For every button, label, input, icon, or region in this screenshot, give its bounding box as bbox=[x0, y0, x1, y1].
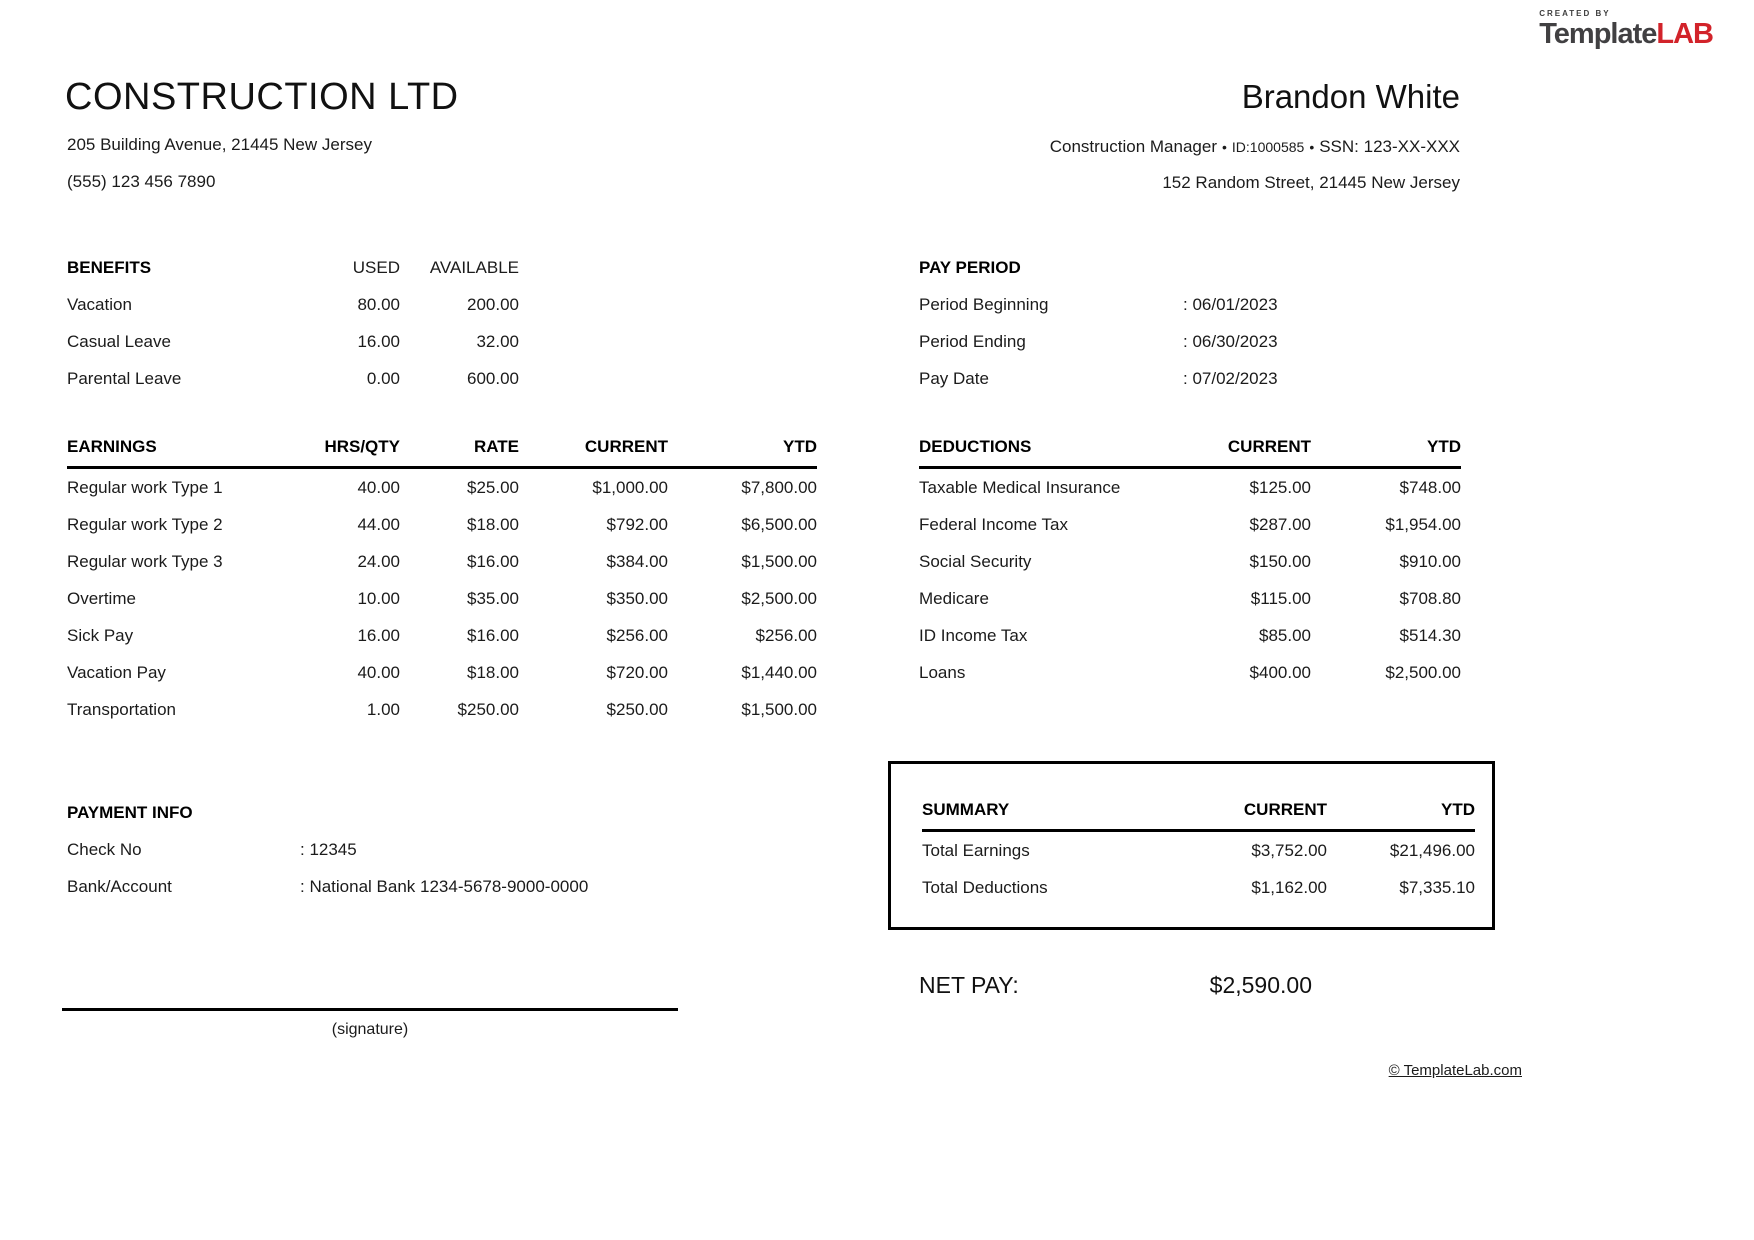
deduction-label: Federal Income Tax bbox=[919, 514, 1068, 534]
deductions-row bbox=[919, 506, 1461, 543]
payment-info-label: Check No bbox=[67, 839, 142, 859]
net-pay-row bbox=[919, 972, 1312, 999]
earnings-header bbox=[67, 437, 817, 469]
signature-line bbox=[62, 1008, 678, 1011]
earning-ytd: $256.00 bbox=[755, 625, 817, 645]
summary-current: $1,162.00 bbox=[1251, 877, 1327, 897]
benefit-available: 200.00 bbox=[467, 294, 519, 314]
company-phone: (555) 123 456 7890 bbox=[67, 172, 216, 191]
deduction-ytd: $514.30 bbox=[1399, 625, 1461, 645]
summary-label: Total Earnings bbox=[922, 840, 1030, 860]
earnings-row bbox=[67, 654, 817, 691]
payment-info-title: PAYMENT INFO bbox=[67, 802, 193, 822]
earning-rate: $25.00 bbox=[467, 477, 519, 497]
payment-info-label: Bank/Account bbox=[67, 876, 172, 896]
summary-header bbox=[922, 800, 1475, 832]
earnings-row bbox=[67, 580, 817, 617]
earning-ytd: $2,500.00 bbox=[741, 588, 817, 608]
earning-current: $384.00 bbox=[606, 551, 668, 571]
pay-period-header bbox=[919, 249, 1464, 286]
deduction-current: $115.00 bbox=[1250, 588, 1311, 608]
summary-table bbox=[922, 800, 1475, 906]
benefits-col-used: USED bbox=[352, 257, 400, 277]
earnings-col-current: CURRENT bbox=[584, 437, 668, 456]
earnings-row bbox=[67, 506, 817, 543]
summary-row bbox=[922, 832, 1475, 869]
earning-label: Regular work Type 3 bbox=[67, 551, 223, 571]
benefits-row bbox=[67, 323, 519, 360]
summary-label: Total Deductions bbox=[922, 877, 1048, 897]
meta-bullet: • bbox=[1222, 139, 1227, 155]
deductions-row bbox=[919, 543, 1461, 580]
benefits-row bbox=[67, 360, 519, 397]
summary-ytd: $7,335.10 bbox=[1399, 877, 1475, 897]
created-by-label: CREATED BY bbox=[1539, 9, 1611, 18]
earning-current: $250.00 bbox=[606, 699, 668, 719]
earning-current: $1,000.00 bbox=[592, 477, 668, 497]
earning-hrs: 40.00 bbox=[357, 662, 400, 682]
deduction-current: $125.00 bbox=[1249, 477, 1311, 497]
benefit-available: 32.00 bbox=[476, 331, 519, 351]
earning-hrs: 16.00 bbox=[357, 625, 400, 645]
deduction-label: Taxable Medical Insurance bbox=[919, 477, 1121, 497]
earning-label: Regular work Type 2 bbox=[67, 514, 223, 534]
earning-hrs: 40.00 bbox=[357, 477, 400, 497]
deduction-current: $400.00 bbox=[1249, 662, 1311, 682]
earning-rate: $18.00 bbox=[467, 662, 519, 682]
benefit-label: Parental Leave bbox=[67, 368, 182, 388]
earning-rate: $16.00 bbox=[467, 551, 519, 571]
deductions-row bbox=[919, 469, 1461, 506]
earnings-row bbox=[67, 691, 817, 728]
earning-ytd: $1,440.00 bbox=[741, 662, 817, 682]
pay-period-label: Period Beginning bbox=[919, 294, 1049, 314]
earning-current: $720.00 bbox=[606, 662, 668, 682]
deductions-col-ytd: YTD bbox=[1427, 437, 1461, 456]
earning-rate: $18.00 bbox=[467, 514, 519, 534]
deductions-row bbox=[919, 617, 1461, 654]
earning-rate: $35.00 bbox=[467, 588, 519, 608]
brand-wordmark-dark: Template bbox=[1539, 18, 1657, 50]
summary-ytd: $21,496.00 bbox=[1389, 840, 1475, 860]
benefit-used: 80.00 bbox=[357, 294, 400, 314]
benefit-label: Casual Leave bbox=[67, 331, 171, 351]
deductions-col-current: CURRENT bbox=[1227, 437, 1311, 456]
pay-period-label: Period Ending bbox=[919, 331, 1026, 351]
benefits-header bbox=[67, 249, 519, 286]
deductions-title: DEDUCTIONS bbox=[919, 437, 1032, 456]
deduction-current: $287.00 bbox=[1249, 514, 1311, 534]
benefit-available: 600.00 bbox=[467, 368, 519, 388]
templatelab-logo bbox=[1539, 10, 1713, 49]
pay-period-row bbox=[919, 360, 1464, 397]
earning-ytd: $1,500.00 bbox=[741, 699, 817, 719]
earning-ytd: $6,500.00 bbox=[741, 514, 817, 534]
deduction-ytd: $708.80 bbox=[1399, 588, 1461, 608]
earnings-row bbox=[67, 543, 817, 580]
employee-role: Construction Manager bbox=[1049, 137, 1217, 156]
earning-rate: $16.00 bbox=[467, 625, 519, 645]
deduction-ytd: $2,500.00 bbox=[1385, 662, 1461, 682]
meta-bullet: • bbox=[1309, 139, 1315, 155]
net-pay-label: NET PAY: bbox=[919, 972, 1019, 998]
earnings-col-ytd: YTD bbox=[783, 437, 817, 456]
benefit-used: 16.00 bbox=[357, 331, 400, 351]
earnings-col-hrs: HRS/QTY bbox=[324, 437, 400, 456]
deduction-current: $85.00 bbox=[1259, 625, 1311, 645]
earnings-col-rate: RATE bbox=[473, 437, 519, 456]
pay-period-section bbox=[919, 249, 1464, 397]
benefits-table bbox=[67, 249, 519, 397]
earning-current: $792.00 bbox=[606, 514, 668, 534]
pay-period-label: Pay Date bbox=[919, 368, 989, 388]
employee-ssn: SSN: 123-XX-XXX bbox=[1319, 137, 1460, 156]
deduction-label: ID Income Tax bbox=[919, 625, 1028, 645]
summary-row bbox=[922, 869, 1475, 906]
earning-hrs: 10.00 bbox=[357, 588, 400, 608]
signature-label: (signature) bbox=[331, 1021, 409, 1038]
earnings-title: EARNINGS bbox=[67, 437, 157, 456]
deduction-label: Social Security bbox=[919, 551, 1032, 571]
deduction-ytd: $910.00 bbox=[1399, 551, 1461, 571]
pay-period-value: : 06/01/2023 bbox=[1183, 294, 1278, 314]
summary-col-current: CURRENT bbox=[1243, 800, 1327, 819]
pay-period-row bbox=[919, 323, 1464, 360]
earning-label: Overtime bbox=[67, 588, 136, 608]
benefits-col-available: AVAILABLE bbox=[429, 257, 519, 277]
earning-hrs: 1.00 bbox=[366, 699, 400, 719]
deductions-header bbox=[919, 437, 1461, 469]
deductions-table bbox=[919, 437, 1461, 691]
deduction-label: Loans bbox=[919, 662, 966, 682]
brand-wordmark-accent: LAB bbox=[1656, 18, 1713, 50]
pay-period-value: : 06/30/2023 bbox=[1183, 331, 1278, 351]
company-name: CONSTRUCTION LTD bbox=[65, 76, 459, 118]
earning-current: $350.00 bbox=[606, 588, 668, 608]
benefits-row bbox=[67, 286, 519, 323]
deductions-row bbox=[919, 580, 1461, 617]
deduction-ytd: $748.00 bbox=[1399, 477, 1461, 497]
benefit-label: Vacation bbox=[67, 294, 132, 314]
earning-hrs: 44.00 bbox=[357, 514, 400, 534]
earnings-table bbox=[67, 437, 817, 728]
earning-hrs: 24.00 bbox=[357, 551, 400, 571]
deduction-label: Medicare bbox=[919, 588, 989, 608]
earning-rate: $250.00 bbox=[457, 699, 519, 719]
company-address: 205 Building Avenue, 21445 New Jersey bbox=[67, 135, 372, 154]
employee-address: 152 Random Street, 21445 New Jersey bbox=[1162, 173, 1460, 192]
pay-period-value: : 07/02/2023 bbox=[1183, 368, 1278, 388]
payment-info-header bbox=[67, 794, 687, 831]
summary-box bbox=[888, 761, 1495, 930]
earning-label: Regular work Type 1 bbox=[67, 477, 223, 497]
summary-current: $3,752.00 bbox=[1251, 840, 1327, 860]
earning-label: Sick Pay bbox=[67, 625, 134, 645]
pay-period-title: PAY PERIOD bbox=[919, 257, 1021, 277]
net-pay-value: $2,590.00 bbox=[1209, 972, 1312, 998]
templatelab-footer-link[interactable]: © TemplateLab.com bbox=[1388, 1062, 1522, 1079]
earnings-row bbox=[67, 469, 817, 506]
deduction-ytd: $1,954.00 bbox=[1385, 514, 1461, 534]
employee-meta bbox=[1050, 137, 1460, 157]
benefit-used: 0.00 bbox=[366, 368, 400, 388]
earning-label: Transportation bbox=[67, 699, 176, 719]
earning-ytd: $7,800.00 bbox=[741, 477, 817, 497]
payment-info-row bbox=[67, 831, 687, 868]
payment-info-value: : National Bank 1234-5678-9000-0000 bbox=[300, 876, 589, 896]
pay-period-row bbox=[919, 286, 1464, 323]
earning-ytd: $1,500.00 bbox=[741, 551, 817, 571]
benefits-title: BENEFITS bbox=[67, 257, 152, 277]
payment-info-value: : 12345 bbox=[300, 839, 357, 859]
employee-id: ID:1000585 bbox=[1231, 139, 1305, 155]
earning-current: $256.00 bbox=[606, 625, 668, 645]
summary-title: SUMMARY bbox=[922, 800, 1010, 819]
employee-name: Brandon White bbox=[1241, 78, 1460, 115]
earnings-row bbox=[67, 617, 817, 654]
brand-wordmark bbox=[1539, 20, 1713, 49]
payment-info-row bbox=[67, 868, 687, 905]
payment-info-section bbox=[67, 794, 687, 905]
deduction-current: $150.00 bbox=[1249, 551, 1311, 571]
earning-label: Vacation Pay bbox=[67, 662, 166, 682]
deductions-row bbox=[919, 654, 1461, 691]
summary-col-ytd: YTD bbox=[1441, 800, 1475, 819]
